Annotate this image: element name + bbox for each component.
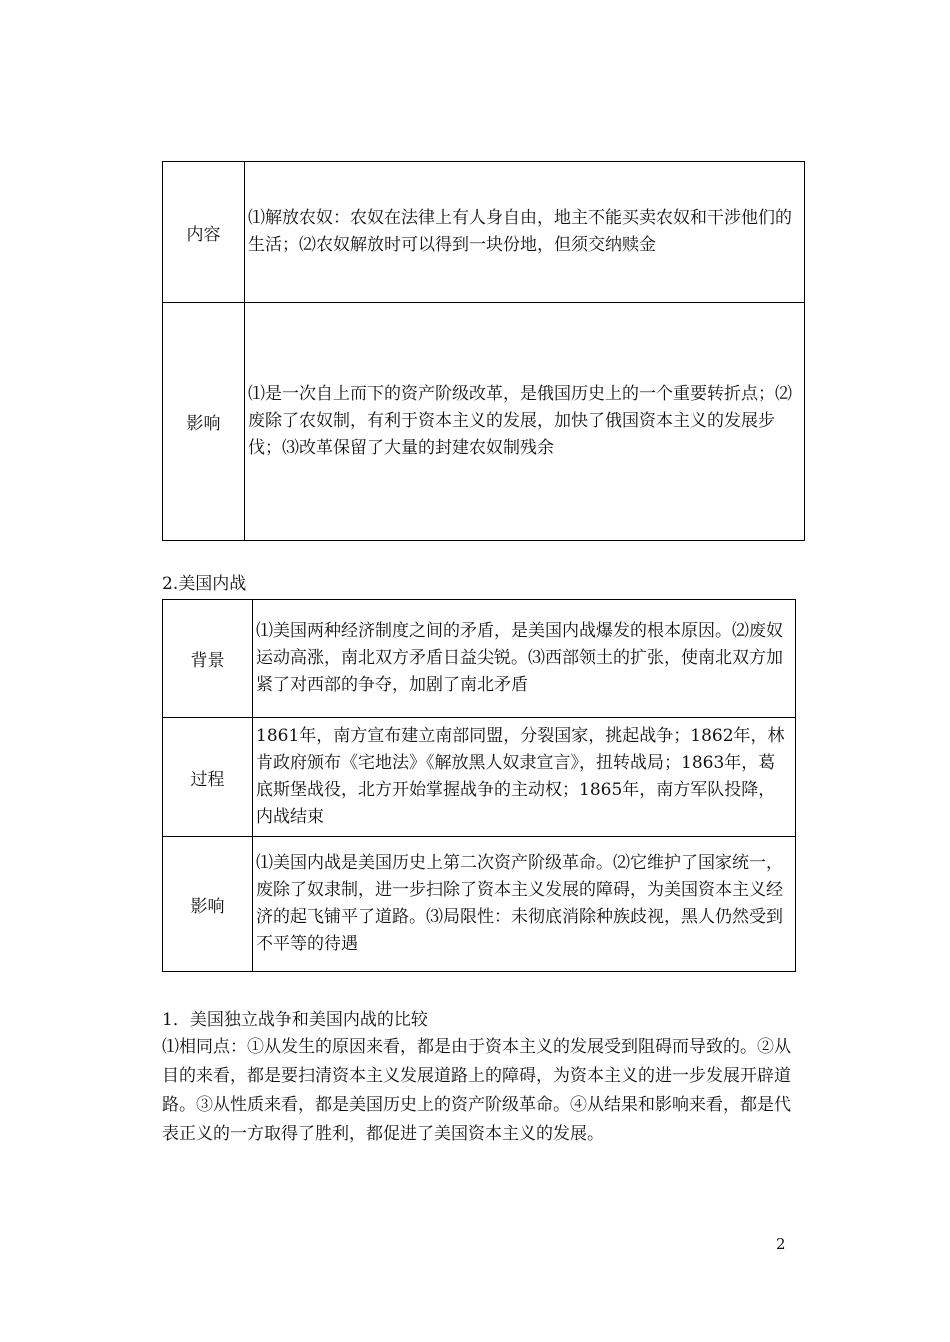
row-content: ⑴美国两种经济制度之间的矛盾，是美国内战爆发的根本原因。⑵废奴运动高涨，南北双方矛盾日益尖锐。⑶西部领土的扩张，使南北双方加紧了对西部的争夺，加剧了南北矛盾 <box>253 600 796 718</box>
table-row <box>163 600 796 718</box>
table-row <box>163 303 805 541</box>
comparison-body: ⑴相同点：①从发生的原因来看，都是由于资本主义的发展受到阻碍而导致的。②从目的来看，都是要扫清资本主义发展道路上的障碍，为资本主义的进一步发展开辟道路。③从性质来看，都是美国历史上的资产阶级革命。④从结果和影响来看，都是代表正义的一方取得了胜利，都促进了美国资本主义的发展。 <box>162 1037 791 1144</box>
comparison-title: 1．美国独立战争和美国内战的比较 <box>162 1010 428 1030</box>
row-label: 背景 <box>163 600 253 718</box>
row-content: ⑴是一次自上而下的资产阶级改革，是俄国历史上的一个重要转折点；⑵废除了农奴制，有利于资本主义的发展，加快了俄国资本主义的发展步伐；⑶改革保留了大量的封建农奴制残余 <box>245 303 805 541</box>
table-row <box>163 718 796 837</box>
russian-reform-table <box>162 161 805 541</box>
table-row <box>163 162 805 303</box>
table-row <box>163 837 796 972</box>
row-label: 影响 <box>163 837 253 972</box>
row-content: ⑴解放农奴：农奴在法律上有人身自由，地主不能买卖农奴和干涉他们的生活；⑵农奴解放时可以得到一块份地，但须交纳赎金 <box>245 162 805 303</box>
row-label: 过程 <box>163 718 253 837</box>
row-content: 1861年，南方宣布建立南部同盟，分裂国家，挑起战争；1862年，林肯政府颁布《宅地法》《解放黑人奴隶宣言》，扭转战局；1863年，葛底斯堡战役，北方开始掌握战争的主动权；1865年，南方军队投降，内战结束 <box>253 718 796 837</box>
row-label: 内容 <box>163 162 245 303</box>
section-title: 2.美国内战 <box>162 574 247 594</box>
row-content: ⑴美国内战是美国历史上第二次资产阶级革命。⑵它维护了国家统一，废除了奴隶制，进一步扫除了资本主义发展的障碍，为美国资本主义经济的起飞铺平了道路。⑶局限性：未彻底消除种族歧视，黑人仍然受到不平等的待遇 <box>253 837 796 972</box>
page-number: 2 <box>776 1235 786 1253</box>
row-label: 影响 <box>163 303 245 541</box>
american-civil-war-table <box>162 599 796 972</box>
